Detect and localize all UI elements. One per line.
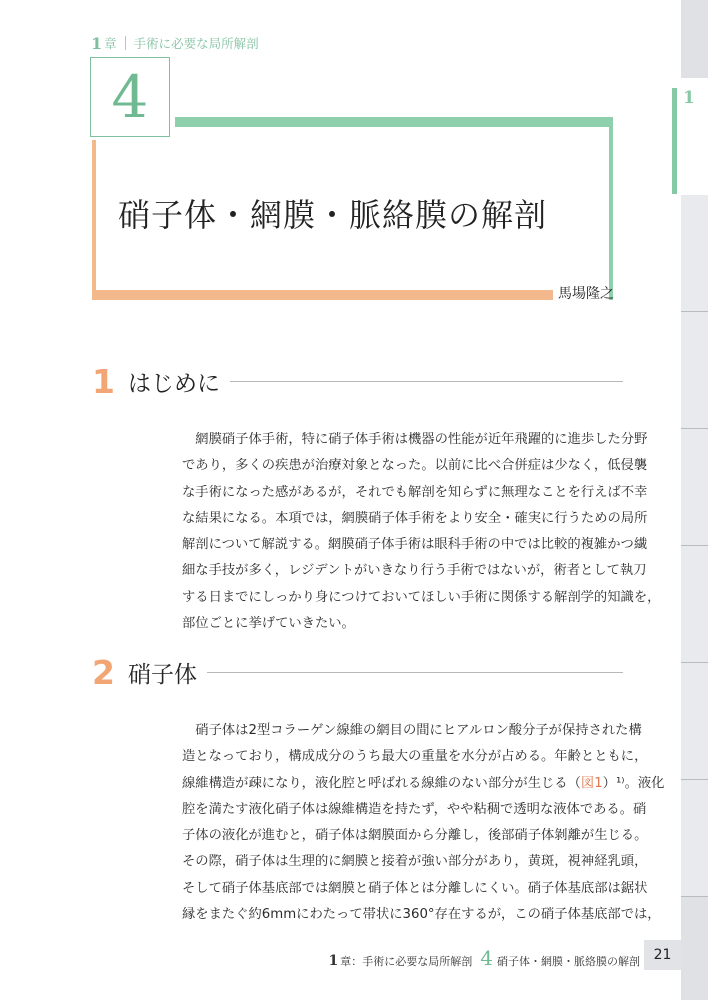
heading-number: 2: [92, 652, 115, 692]
text-line: そして硝子体基底部では網膜と硝子体とは分離しにくい。硝子体基底部は鋸状: [182, 880, 648, 896]
text-line: 腔を満たす液化硝子体は線維構造を持たず，やや粘稠で透明な液体である。硝: [182, 801, 647, 817]
side-tab[interactable]: [681, 429, 708, 546]
title-frame-right: [609, 117, 613, 300]
running-footer: [330, 946, 640, 970]
page-number: 21: [644, 940, 681, 970]
footer-chapter-number: 1: [328, 953, 339, 969]
text-line: する日までにしっかり身につけておいてほしい手術に関係する解剖学的知識を，: [182, 589, 661, 605]
text-line: であり，多くの疾患が治療対象となった。以前に比べ合併症は少なく，低侵襲: [182, 458, 648, 474]
heading-vitreous: [92, 652, 623, 692]
text-line: その際，硝子体は生理的に網膜と接着が強い部分があり，黄斑，視神経乳頭，: [182, 854, 648, 870]
text-line: 造となっており，構成成分のうち最大の重量を水分が占める。年齢とともに，: [182, 749, 648, 765]
text-line: 縁をまたぐ約6mmにわたって帯状に360°存在するが，この硝子体基底部では，: [182, 907, 661, 923]
heading-rule: [207, 672, 623, 673]
chapter-number: 1: [91, 33, 103, 53]
side-tab[interactable]: [681, 546, 708, 663]
paragraph-introduction: [182, 427, 661, 637]
text-line: な手術になった感があるが，それでも解剖を知らずに無理なことを行えば不幸: [182, 484, 648, 500]
footer-chapter-text: 章：手術に必要な局所解剖: [340, 955, 473, 968]
text-line: 子体の液化が進むと，硝子体は網膜面から分離し，後部硝子体剝離が生じる。: [182, 828, 648, 844]
side-tab[interactable]: [681, 312, 708, 429]
heading-number: 1: [92, 361, 115, 401]
side-tab[interactable]: [681, 663, 708, 780]
chapter-label: 章: [104, 36, 117, 51]
heading-text: はじめに: [128, 370, 220, 397]
text-line: 部位ごとに挙げていきたい。: [182, 616, 355, 632]
heading-rule: [230, 381, 623, 382]
side-tab-label: 1: [683, 88, 695, 108]
text-line: 細な手技が多く，レジデントがいきなり行う手術ではないが，術者として執刀: [182, 563, 647, 579]
side-tab[interactable]: [681, 195, 708, 312]
page-title: 硝子体・網膜・脈絡膜の解剖: [118, 196, 548, 234]
paragraph-vitreous: [182, 718, 665, 928]
text-line: 網膜硝子体手術，特に硝子体手術は機器の性能が近年飛躍的に進歩した分野: [182, 432, 648, 447]
text-line: 硝子体は2型コラーゲン線維の網目の間にヒアルロン酸分子が保持された構: [182, 723, 642, 738]
side-tab[interactable]: [681, 780, 708, 897]
text-line: 解剖について解説する。網膜硝子体手術は眼科手術の中では比較的複雑かつ繊: [182, 537, 648, 553]
heading-text: 硝子体: [128, 661, 197, 688]
text-segment: ）¹⁾。液化: [602, 775, 665, 791]
text-line: な結果になる。本項では，網膜硝子体手術をより安全・確実に行うための局所: [182, 510, 648, 526]
author-name: 馬場隆之: [558, 286, 614, 302]
text-segment: 線維構造が疎になり，液化腔と呼ばれる線維のない部分が生じる（: [182, 775, 581, 791]
chapter-tab-marker: [672, 88, 677, 194]
text-line: [182, 771, 665, 797]
chapter-separator: [125, 36, 126, 50]
footer-section-number: 4: [480, 946, 493, 970]
title-frame-bottom: [92, 290, 553, 300]
chapter-title: 手術に必要な局所解剖: [133, 36, 259, 51]
chapter-header: [91, 32, 259, 54]
title-frame-left: [92, 140, 96, 300]
title-frame-top: [175, 117, 613, 127]
figure-reference-link[interactable]: 図1: [580, 775, 603, 791]
section-number-box: 4: [90, 57, 170, 137]
footer-section-title: 硝子体・網膜・脈絡膜の解剖: [497, 955, 640, 968]
heading-introduction: [92, 361, 623, 401]
